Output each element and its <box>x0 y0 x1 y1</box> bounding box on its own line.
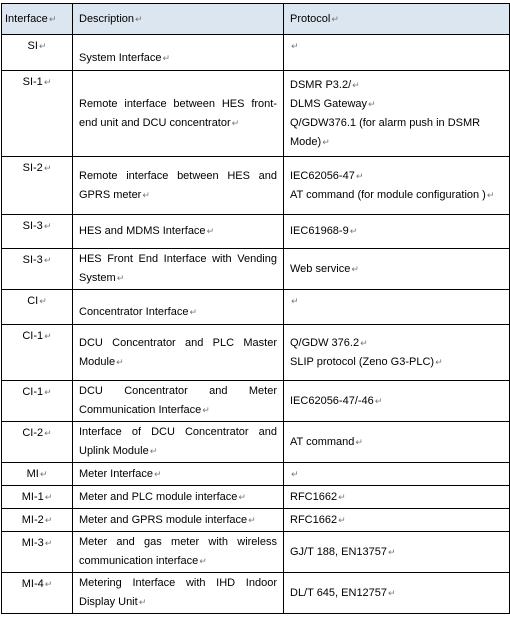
description-cell-text: HES and MDMS Interface↵ <box>79 225 215 237</box>
protocol-cell <box>284 463 510 486</box>
interface-cell <box>2 381 73 422</box>
interface-cell-text: SI-3↵ <box>22 220 52 232</box>
description-cell <box>73 532 284 573</box>
table-row <box>2 486 510 509</box>
description-cell <box>73 290 284 325</box>
paragraph-mark-icon: ↵ <box>43 221 52 231</box>
protocol-cell-text <box>290 295 299 307</box>
paragraph-mark-icon: ↵ <box>291 469 299 479</box>
header-description: Description↵ <box>73 4 284 35</box>
protocol-cell-text: DSMR P3.2/↵ DLMS Gateway↵ Q/GDW376.1 (for alarm push in DSMR Mode)↵ <box>290 78 481 148</box>
interface-cell-text: CI-1↵ <box>22 330 52 342</box>
protocol-cell-text: Web service↵ <box>290 262 359 275</box>
paragraph-mark-icon: ↵ <box>43 77 52 87</box>
description-cell <box>73 463 284 486</box>
description-cell <box>73 486 284 509</box>
paragraph-mark-icon: ↵ <box>43 255 52 265</box>
description-cell <box>73 157 284 215</box>
interface-cell <box>2 422 73 463</box>
table-row <box>2 509 510 532</box>
paragraph-mark-icon: ↵ <box>142 189 150 200</box>
interface-cell <box>2 532 73 573</box>
interface-cell <box>2 157 73 215</box>
interface-cell-text: MI-3↵ <box>21 537 53 549</box>
interface-cell-text: SI-3↵ <box>22 254 52 266</box>
paragraph-mark-icon: ↵ <box>189 307 197 317</box>
paragraph-mark-icon: ↵ <box>374 395 383 406</box>
protocol-cell <box>284 325 510 381</box>
paragraph-mark-icon: ↵ <box>153 468 162 479</box>
paragraph-mark-icon: ↵ <box>206 226 215 236</box>
paragraph-mark-icon: ↵ <box>44 492 53 502</box>
protocol-cell <box>284 35 510 71</box>
paragraph-mark-icon: ↵ <box>291 296 299 306</box>
description-cell <box>73 249 284 290</box>
paragraph-mark-icon: ↵ <box>351 263 359 274</box>
interface-cell <box>2 325 73 381</box>
interface-cell <box>2 463 73 486</box>
paragraph-mark-icon: ↵ <box>231 117 240 128</box>
protocol-cell-text: Q/GDW 376.2↵ SLIP protocol (Zeno G3-PLC)↵ <box>290 336 443 368</box>
table-row <box>2 35 510 71</box>
table-row <box>2 215 510 249</box>
protocol-cell-text: IEC62056-47/-46↵ <box>290 394 383 407</box>
interface-cell <box>2 290 73 325</box>
interface-cell-text: CI-1↵ <box>22 386 52 398</box>
paragraph-mark-icon: ↵ <box>291 41 299 51</box>
protocol-cell <box>284 157 510 215</box>
paragraph-mark-icon: ↵ <box>349 226 358 236</box>
interface-cell-text: MI-1↵ <box>21 491 53 503</box>
interface-cell-text: MI-2↵ <box>21 514 53 526</box>
protocol-cell-text: DL/T 645, EN12757↵ <box>290 586 396 599</box>
paragraph-mark-icon: ↵ <box>44 428 52 438</box>
paragraph-mark-icon: ↵ <box>368 98 376 109</box>
description-cell <box>73 422 284 463</box>
table-row <box>2 463 510 486</box>
interface-cell-text: SI↵ <box>27 40 47 52</box>
description-cell <box>73 381 284 422</box>
interface-cell-text: SI-1↵ <box>22 76 52 88</box>
interface-cell <box>2 35 73 71</box>
protocol-cell <box>284 573 510 614</box>
protocol-cell <box>284 249 510 290</box>
paragraph-mark-icon: ↵ <box>44 579 53 589</box>
description-cell-text: Meter and PLC module interface↵ <box>79 490 246 503</box>
description-cell-text: Meter Interface↵ <box>79 467 162 480</box>
protocol-cell-text: IEC61968-9↵ <box>290 225 358 237</box>
description-cell-text: System Interface↵ <box>79 52 171 64</box>
paragraph-mark-icon: ↵ <box>355 436 363 447</box>
protocol-cell <box>284 422 510 463</box>
table-row <box>2 290 510 325</box>
protocol-cell-text <box>290 468 299 480</box>
interface-cell <box>2 509 73 532</box>
table-row <box>2 422 510 463</box>
description-cell-text: Interface of DCU Concentrator and Uplink Module↵ <box>79 426 277 457</box>
description-cell <box>73 325 284 381</box>
protocol-cell <box>284 290 510 325</box>
paragraph-mark-icon: ↵ <box>202 405 210 415</box>
interface-cell <box>2 486 73 509</box>
interface-cell-text: CI-2↵ <box>22 427 52 439</box>
description-cell-text: Meter and gas meter with wireless communication interface↵ <box>79 536 277 567</box>
table-row <box>2 381 510 422</box>
paragraph-mark-icon: ↵ <box>43 163 52 173</box>
protocol-cell-text: RFC1662↵ <box>290 490 346 503</box>
paragraph-mark-icon: ↵ <box>355 170 364 181</box>
paragraph-mark-icon: ↵ <box>39 296 47 306</box>
protocol-cell <box>284 486 510 509</box>
table-row <box>2 532 510 573</box>
description-cell <box>73 215 284 249</box>
interface-cell-text: MI-4↵ <box>21 578 53 590</box>
protocol-cell <box>284 71 510 157</box>
description-cell <box>73 509 284 532</box>
description-cell <box>73 573 284 614</box>
interface-cell-text: SI-2↵ <box>22 162 52 174</box>
interface-cell <box>2 71 73 157</box>
paragraph-mark-icon: ↵ <box>338 491 346 502</box>
paragraph-mark-icon: ↵ <box>388 587 396 598</box>
interface-cell <box>2 215 73 249</box>
description-cell-text: Concentrator Interface↵ <box>79 306 197 318</box>
paragraph-mark-icon: ↵ <box>138 597 147 607</box>
protocol-cell-text: IEC62056-47↵ AT command (for module configuration )↵ <box>290 169 495 201</box>
paragraph-mark-icon: ↵ <box>116 356 124 367</box>
description-cell <box>73 71 284 157</box>
interface-cell-text: MI↵ <box>26 468 48 480</box>
protocol-cell-text <box>290 40 299 52</box>
paragraph-mark-icon: ↵ <box>44 538 53 548</box>
protocol-cell <box>284 532 510 573</box>
paragraph-mark-icon: ↵ <box>338 514 346 525</box>
protocol-cell-text: GJ/T 188, EN13757↵ <box>290 545 396 558</box>
interface-cell <box>2 573 73 614</box>
description-cell-text: Metering Interface with IHD Indoor Display Unit↵ <box>79 577 277 608</box>
description-cell-text: DCU Concentrator and PLC Master Module↵ <box>79 336 277 368</box>
paragraph-mark-icon: ↵ <box>352 79 360 90</box>
table-row <box>2 573 510 614</box>
paragraph-mark-icon: ↵ <box>116 273 125 283</box>
paragraph-mark-icon: ↵ <box>44 515 53 525</box>
paragraph-mark-icon: ↵ <box>248 514 256 525</box>
header-interface: Interface↵ <box>2 4 73 35</box>
interface-table <box>1 3 510 614</box>
table-row <box>2 249 510 290</box>
paragraph-mark-icon: ↵ <box>39 469 48 479</box>
protocol-cell <box>284 215 510 249</box>
description-cell-text: HES Front End Interface with Vending System↵ <box>79 253 277 284</box>
paragraph-mark-icon: ↵ <box>149 446 158 456</box>
protocol-cell <box>284 381 510 422</box>
table-row <box>2 325 510 381</box>
interface-cell-text: CI↵ <box>27 295 47 307</box>
description-cell-text: DCU Concentrator and Meter Communication Interface↵ <box>79 385 277 416</box>
paragraph-mark-icon: ↵ <box>360 337 368 348</box>
description-cell <box>73 35 284 71</box>
interface-cell <box>2 249 73 290</box>
paragraph-mark-icon: ↵ <box>435 356 443 367</box>
paragraph-mark-icon: ↵ <box>44 387 52 397</box>
paragraph-mark-icon: ↵ <box>199 556 207 566</box>
description-cell-text: Remote interface between HES and GPRS meter↵ <box>79 169 277 201</box>
description-cell-text: Meter and GPRS module interface↵ <box>79 513 256 526</box>
table-row <box>2 157 510 215</box>
paragraph-mark-icon: ↵ <box>38 41 47 51</box>
header-row <box>2 4 510 35</box>
protocol-cell <box>284 509 510 532</box>
protocol-cell-text: RFC1662↵ <box>290 513 346 526</box>
description-cell-text: Remote interface between HES front-end unit and DCU concentrator↵ <box>79 97 277 129</box>
paragraph-mark-icon: ↵ <box>486 189 495 200</box>
paragraph-mark-icon: ↵ <box>44 331 52 341</box>
paragraph-mark-icon: ↵ <box>388 546 396 557</box>
paragraph-mark-icon: ↵ <box>162 53 171 63</box>
header-protocol: Protocol↵ <box>284 4 510 35</box>
paragraph-mark-icon: ↵ <box>238 491 246 502</box>
protocol-cell-text: AT command↵ <box>290 435 363 448</box>
paragraph-mark-icon: ↵ <box>322 136 330 147</box>
table-row <box>2 71 510 157</box>
